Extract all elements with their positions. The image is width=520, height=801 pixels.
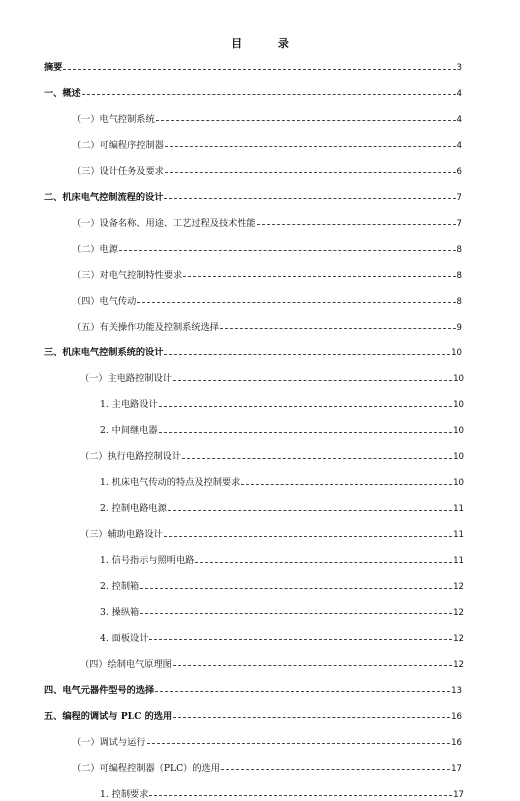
toc-entry[interactable] [100,503,464,515]
toc-entry-page-number: 10 [453,452,464,463]
dot-leader [140,588,452,589]
toc-entry-page-number: 12 [453,607,464,618]
dot-leader [220,328,456,329]
dot-leader [164,354,450,355]
toc-entry-page-number: 6 [456,166,462,177]
toc-entry[interactable] [44,711,462,723]
toc-entry-label: （四）电气传动 [72,295,137,307]
toc-entry-label: 3. 操纵箱 [100,606,140,618]
toc-entry-page-number: 8 [456,270,462,281]
toc-entry[interactable] [44,192,462,204]
dot-leader [165,172,456,173]
toc-entry[interactable] [72,114,462,126]
toc-entry-page-number: 17 [451,763,462,774]
toc-entry[interactable] [100,633,464,645]
toc-entry-label: （一）主电路控制设计 [80,373,172,385]
toc-entry-page-number: 10 [453,400,464,411]
toc-entry[interactable] [72,322,462,334]
toc-entry[interactable] [72,270,462,282]
dot-leader [63,69,455,70]
toc-entry-label: 1. 信号指示与照明电路 [100,555,195,567]
dot-leader [164,198,455,199]
toc-entry[interactable] [80,373,464,385]
toc-entry[interactable] [100,581,464,593]
toc-entry-label: （二）执行电路控制设计 [80,451,182,463]
page-title: 目 录 [231,37,305,50]
toc-entry[interactable] [100,477,464,489]
toc-entry[interactable] [100,399,464,411]
toc-entry-label: 4. 面板设计 [100,632,149,644]
toc-entry-page-number: 16 [451,711,462,722]
toc-entry-page-number: 17 [453,789,464,800]
toc-entry-label: （三）设计任务及要求 [72,165,164,177]
dot-leader [159,432,452,433]
toc-entry-page-number: 3 [456,63,462,73]
toc-entry-label: 1. 机床电气传动的特点及控制要求 [100,477,241,489]
toc-entry-page-number: 12 [453,582,464,592]
dot-leader [147,743,451,744]
toc-entry[interactable] [100,789,464,801]
toc-entry-page-number: 11 [453,530,464,541]
toc-entry-label: 2. 控制箱 [100,581,140,592]
toc-entry-label: （五）有关操作功能及控制系统选择 [72,321,219,333]
dot-leader [155,691,450,692]
toc-entry-page-number: 10 [453,478,464,489]
toc-entry-label: （二）可编程控制器（PLC）的选用 [72,762,220,774]
toc-entry-page-number: 9 [456,322,462,333]
toc-entry-label: （二）电源 [72,243,118,255]
toc-entry-page-number: 12 [453,633,464,644]
toc-entry[interactable] [72,166,462,178]
toc-entry[interactable] [80,659,464,671]
toc-entry-label: 1. 控制要求 [100,788,149,800]
dot-leader [82,94,456,95]
dot-leader [182,458,452,459]
dot-leader [137,302,455,303]
toc-entry-page-number: 7 [456,192,462,203]
dot-leader [119,250,456,251]
dot-leader [195,562,452,563]
toc-entry-page-number: 8 [456,244,462,255]
dot-leader [159,406,452,407]
dot-leader [165,146,456,147]
toc-entry[interactable] [100,555,464,567]
toc-entry-page-number: 11 [453,556,464,567]
toc-entry[interactable] [72,244,462,256]
toc-entry-page-number: 12 [453,659,464,670]
toc-entry[interactable] [44,62,462,74]
dot-leader [221,769,450,770]
toc-entry-label: 一、概述 [44,87,81,99]
toc-entry-page-number: 13 [451,685,462,696]
toc-entry-label: 二、机床电气控制流程的设计 [44,191,164,203]
dot-leader [140,613,452,614]
dot-leader [173,665,452,666]
toc-entry-page-number: 4 [456,88,462,99]
toc-entry[interactable] [100,607,464,619]
toc-entry-label: 2. 控制电路电源 [100,503,167,515]
dot-leader [173,380,452,381]
toc-entry-label: （一）调试与运行 [72,736,146,748]
toc-entry-label: 三、机床电气控制系统的设计 [44,347,164,359]
toc-entry-label: （三）对电气控制特性要求 [72,269,183,281]
dot-leader [164,536,452,537]
dot-leader [168,510,452,511]
toc-entry-page-number: 11 [453,504,464,515]
toc-entry-label: 五、编程的调试与 PLC 的选用 [44,710,173,722]
toc-entry[interactable] [100,425,464,437]
dot-leader [156,120,456,121]
dot-leader [183,276,455,277]
toc-entry[interactable] [80,451,464,463]
toc-entry-page-number: 10 [451,348,462,359]
toc-entry-label: 四、电气元器件型号的选择 [44,684,155,696]
dot-leader [241,484,452,485]
dot-leader [173,717,450,718]
toc-entry-page-number: 10 [453,374,464,385]
toc-entry[interactable] [44,347,462,359]
toc-entry-label: （一）电气控制系统 [72,113,155,125]
dot-leader [149,795,452,796]
toc-entry-label: （三）辅助电路设计 [80,529,163,541]
toc-entry[interactable] [44,685,462,697]
toc-entry[interactable] [72,763,462,775]
toc-entry-label: （一）设备名称、用途、工艺过程及技术性能 [72,217,256,229]
toc-entry-label: 摘要 [44,62,63,73]
dot-leader [257,224,456,225]
toc-entry-page-number: 7 [456,218,462,229]
toc-entry-label: 2. 中间继电器 [100,425,158,437]
toc-entry[interactable] [80,529,464,541]
toc-entry[interactable] [72,737,462,749]
dot-leader [149,639,452,640]
toc-entry-page-number: 16 [451,737,462,748]
toc-entry-label: （四）绘制电气原理图 [80,658,172,670]
toc-entry[interactable] [72,296,462,308]
toc-entry[interactable] [72,140,462,152]
toc-entry-page-number: 4 [456,114,462,125]
toc-entry-label: （二）可编程序控制器 [72,139,164,151]
toc-entry-label: 1. 主电路设计 [100,399,158,411]
toc-entry-page-number: 10 [453,426,464,437]
toc-entry-page-number: 8 [456,296,462,307]
toc-entry[interactable] [72,218,462,230]
toc-entry-page-number: 4 [456,140,462,151]
toc-entry[interactable] [44,88,462,100]
